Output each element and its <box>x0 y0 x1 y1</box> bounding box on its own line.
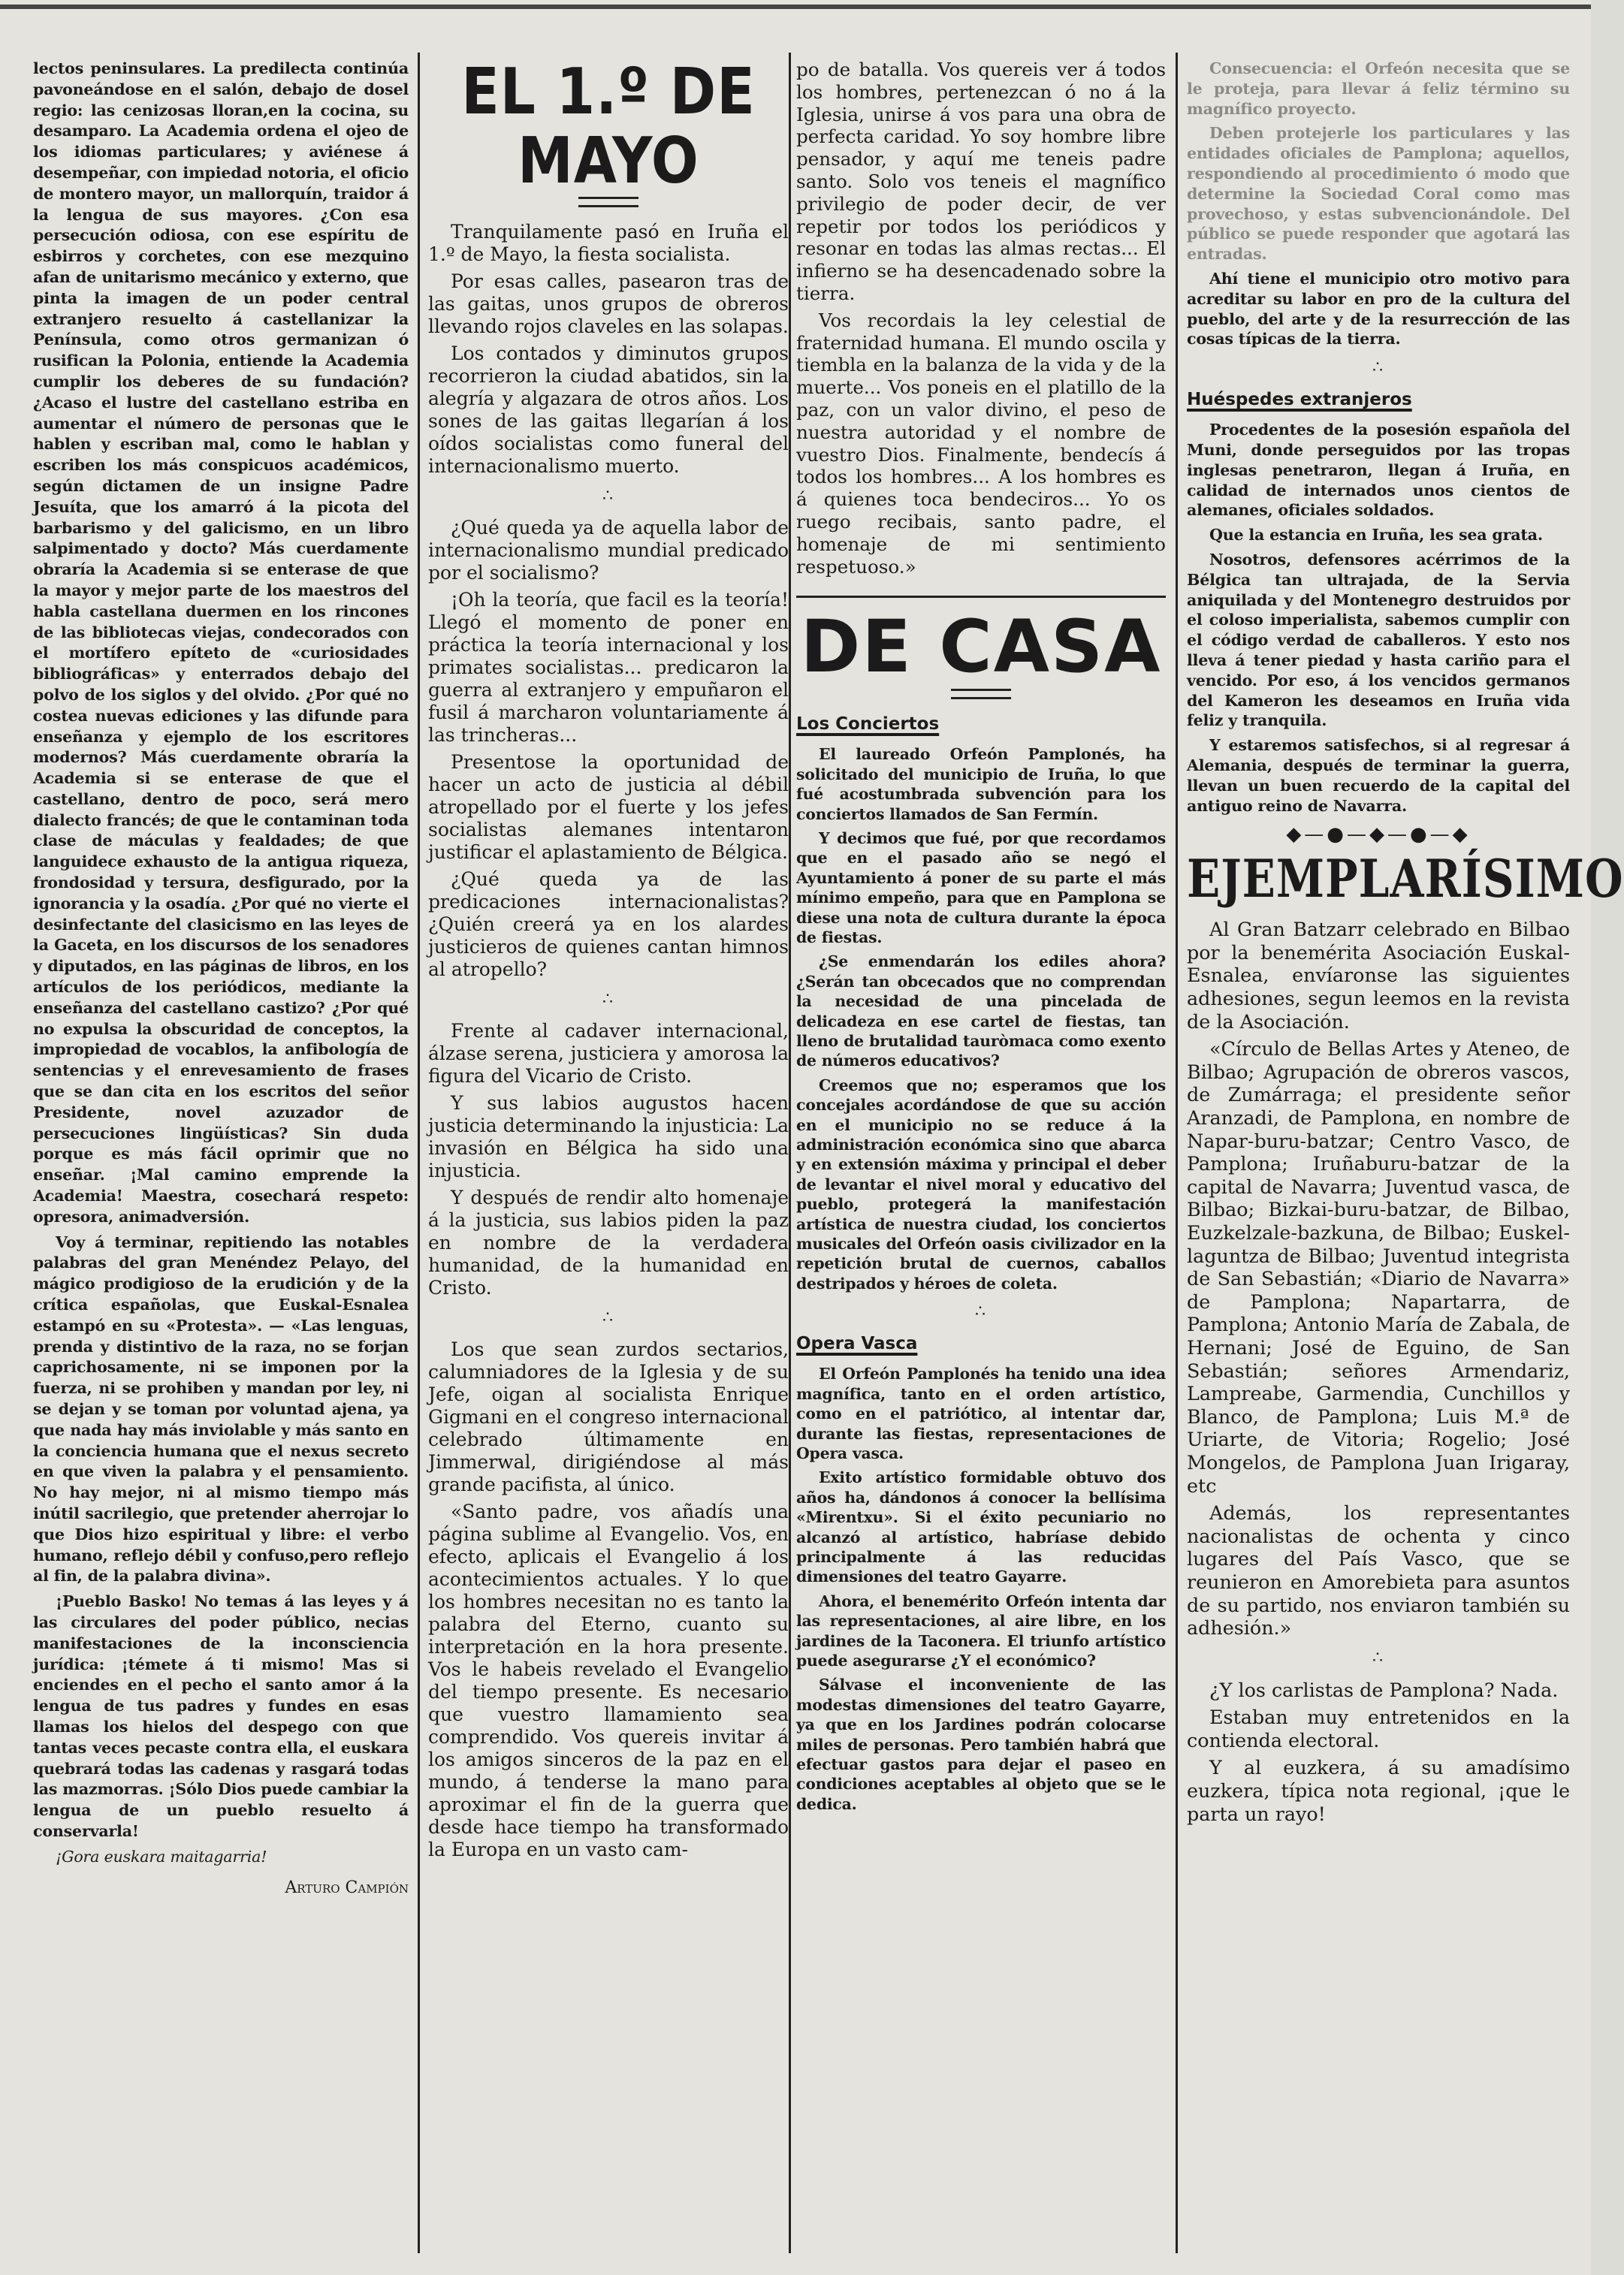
dinkus-ornament: ∴ <box>602 487 614 505</box>
column-2 <box>428 54 789 2263</box>
article-paragraph: Y al euzkera, á su amadísimo euzkera, típica nota regional, ¡que le parta un rayo! <box>1187 1756 1570 1825</box>
article-paragraph: ¿Se enmendarán los ediles ahora? ¿Serán tan obcecados que no comprendan la necesidad de una pincelada de delicadeza en ese cartel de fiestas, tan lleno de brutalidad tauròmaca como exento de números educativos? <box>796 952 1166 1070</box>
article-paragraph: Tranquilamente pasó en Iruña el 1.º de Mayo, la fiesta socialista. <box>428 221 789 265</box>
article-paragraph: Presentose la oportunidad de hacer un acto de justicia al débil atropellado por el fuerte y los jefes socialistas alemanes intentaron justificar el aplastamiento de Bélgica. <box>428 751 789 863</box>
headline-ejemplarisimo: EJEMPLARÍSIMO <box>1187 848 1624 910</box>
section-ornament: ◆—●—◆—●—◆ <box>1286 823 1471 846</box>
article-paragraph: Los contados y diminutos grupos recorrieron la ciudad abatidos, sin la alegría y algazara de otros años. Los sones de las gaitas llegarían á los oídos socialistas como funeral del internacionalismo muerto. <box>428 342 789 477</box>
article-paragraph: ¡Pueblo Basko! No temas á las leyes y á las circulares del poder público, necias manifestaciones de la inconsciencia jurídica: ¡témete á ti mismo! Mas si enciendes en el pecho el santo amor á la lengua de tus padres y fundes en esas llamas los hielos del despego con que tantas veces pecaste contra ella, el euskara quebrará todas las cadenas y rasgará todas las mazmorras. ¡Sólo Dios puede cambiar la lengua de un pueblo resuelto á conservarla! <box>33 1592 409 1840</box>
article-paragraph: Y decimos que fué, por que recordamos que en el pasado año se negó el Ayuntamiento á poner de su parte el más mínimo empeño, para que en Pamplona se diese una nota de cultura durante la época de fiestas. <box>796 828 1166 946</box>
column-rule <box>418 53 420 2253</box>
headline-de-casa: DE CASA <box>800 605 1162 689</box>
article-paragraph: ¿Qué queda ya de aquella labor de internacionalismo mundial predicado por el socialismo? <box>428 517 789 584</box>
dinkus-ornament: ∴ <box>602 1308 614 1327</box>
dinkus-ornament: ∴ <box>975 1302 987 1322</box>
article-paragraph: Los que sean zurdos sectarios, calumniadores de la Iglesia y de su Jefe, oigan al socialista Enrique Gigmani en el congreso internacional celebrado últimamente en Jimmerwal, dirigiéndose al más grande pacifista, al único. <box>428 1338 789 1495</box>
article-paragraph: ¡Gora euskara maitagarria! <box>56 1847 267 1866</box>
top-rule <box>0 5 1591 9</box>
article-paragraph: Ahora, el benemérito Orfeón intenta dar las representaciones, al aire libre, en los jardines de la Taconera. El triunfo artístico puede asegurarse ¿Y el económico? <box>796 1592 1166 1670</box>
article-paragraph: Y sus labios augustos hacen justicia determinando la injusticia: La invasión en Bélgica ha sido una injusticia. <box>428 1092 789 1181</box>
article-paragraph: Y estaremos satisfechos, si al regresar á Alemania, después de terminar la guerra, llevan un buen recuerdo de la capital del antiguo reino de Navarra. <box>1187 736 1570 815</box>
article-paragraph: Frente al cadaver internacional, álzase serena, justiciera y amorosa la figura del Vicario de Cristo. <box>428 1020 789 1087</box>
article-paragraph: ¡Oh la teoría, que facil es la teoría! Llegó el momento de poner en práctica la teoría internacional y los primates socialistas... predicaron la guerra al extranjero y empuñaron el fusil á marcharon voluntariamente á las trincheras... <box>428 589 789 746</box>
article-paragraph: Y después de rendir alto homenaje á la justicia, sus labios piden la paz en nombre de la verdadera humanidad, de la humanidad en Cristo. <box>428 1187 789 1299</box>
article-paragraph: Sálvase el inconveniente de las modestas dimensiones del teatro Gayarre, ya que en los Jardines podrán colocarse miles de personas. Pero también habrá que efectuar gastos para dejar el paseo en condiciones aceptables al objeto que se le dedica. <box>796 1676 1166 1813</box>
divider <box>578 197 638 207</box>
article-paragraph: Exito artístico formidable obtuvo dos años ha, dándonos á conocer la bellísima «Mirentxu». Si el éxito pecuniario no alcanzó al artístico, habríase debido principalmente á las reducidas dimensiones del teatro Gayarre. <box>796 1468 1166 1586</box>
article-paragraph: El Orfeón Pamplonés ha tenido una idea magnífica, tanto en el orden artístico, como en el patriótico, al intentar dar, durante las fiestas, representaciones de Opera vasca. <box>796 1365 1166 1462</box>
headline-may-day: EL 1.º DE MAYO <box>461 54 756 198</box>
article-paragraph: Al Gran Batzarr celebrado en Bilbao por la benemérita Asociación Euskal-Esnalea, envíaronse las siguientes adhesiones, segun leemos en la revista de la Asociación. <box>1187 918 1570 1033</box>
column-4 <box>1187 59 1624 2263</box>
article-paragraph: «Santo padre, vos añadís una página sublime al Evangelio. Vos, en efecto, aplicais el Evangelio á los acontecimientos actuales. Y lo que los hombres necesitan no es tanto la palabra del Eterno, cuanto su interpretación en la hora presente. Vos le habeis revelado el Evangelio del tiempo presente. Es necesario que vuestro llamamiento sea comprendido. Vos quereis invitar á los amigos sinceros de la paz en el mundo, á tenderse la mano para aproximar el fin de la guerra que desde hace tiempo ha transformado la Europa en un vasto cam- <box>428 1501 789 1860</box>
article-paragraph: Voy á terminar, repitiendo las notables palabras del gran Menéndez Pelayo, del mágico prodigioso de la erudición y de la crítica españolas, que Euskal-Esnalea estampó en su «Protesta». — «Las lenguas, prenda y distintivo de la raza, no se forjan caprichosamente, ni se imponen por la fuerza, ni se prohiben y mandan por ley, ni se dejan y se toman por voluntad ajena, ya que nada hay más inviolable y más santo en la conciencia humana que el nexus secreto en que viven la palabra y el pensamiento. No hay mejor, ni al mismo tiempo más inútil sacrilegio, que pretender aherrojar lo que Dios hizo espiritual y libre: el verbo humano, reflejo débil y confuso,pero reflejo al fin, de la palabra divina». <box>33 1233 409 1586</box>
article-paragraph: Estaban muy entretenidos en la contienda electoral. <box>1187 1706 1570 1752</box>
column-1 <box>33 59 409 2259</box>
article-paragraph: Creemos que no; esperamos que los concejales acordándose de que su acción en el municipio no se reduce á la administración económica sino que abarca y en extensión máxima y principal el deber de levantar el nivel moral y educativo del pueblo, protegerá la manifestación artística de nuestra ciudad, los conciertos musicales del Orfeón oasis civilizador en la repetición brutal de cuernos, caballos destripados y héroes de coleta. <box>796 1076 1166 1293</box>
column-rule <box>1176 53 1178 2253</box>
article-paragraph: Que la estancia en Iruña, les sea grata. <box>1209 526 1543 545</box>
article-paragraph: Nosotros, defensores acérrimos de la Bélgica tan ultrajada, de la Servia aniquilada y del Montenegro destruidos por el coloso imperialista, sabemos cumplir con el código verdad de caballeros. Y esto nos lleva á tener piedad y hasta cariño para el vencido. Por eso, á los vencidos germanos del Kameron les deseamos en Iruña vida feliz y tranquila. <box>1187 550 1570 730</box>
subhead-opera-vasca: Opera Vasca <box>796 1334 918 1354</box>
article-paragraph: Consecuencia: el Orfeón necesita que se le proteja, para llevar á feliz término su magnífico proyecto. <box>1187 59 1570 118</box>
column-rule <box>789 53 791 2253</box>
article-paragraph: Deben protejerle los particulares y las entidades oficiales de Pamplona; aquellos, respondiendo al procedimiento ó modo que determine la Sociedad Coral como mas provechoso, y estas subvencionándole. Del público se puede responder que agotará las entradas. <box>1187 124 1570 264</box>
article-paragraph: El laureado Orfeón Pamplonés, ha solicitado del municipio de Iruña, lo que fué acostumbrada subvención para los conciertos llamados de San Fermín. <box>796 745 1166 823</box>
article-paragraph: Procedentes de la posesión española del Muni, donde perseguidos por las tropas inglesas penetraron, llegan á Iruña, en calidad de internados unos cientos de alemanes, oficiales soldados. <box>1187 421 1570 520</box>
article-paragraph: Además, los representantes nacionalistas de ochenta y cinco lugares del País Vasco, que se reunieron en Amorebieta para asuntos de su partido, nos enviaron también su adhesión.» <box>1187 1501 1570 1640</box>
subhead-huespedes: Huéspedes extranjeros <box>1187 390 1412 410</box>
column-3 <box>796 59 1166 2263</box>
article-paragraph: ¿Qué queda ya de las predicaciones internacionalistas? ¿Quién creerá ya en los alardes justicieros de quienes cantan himnos al atropello? <box>428 868 789 980</box>
article-paragraph: Por esas calles, pasearon tras de las gaitas, unos grupos de obreros llevando rojos claveles en las solapas. <box>428 270 789 337</box>
dinkus-ornament: ∴ <box>602 990 614 1009</box>
article-paragraph: Ahí tiene el municipio otro motivo para acreditar su labor en pro de la cultura del pueblo, del arte y de la resurrección de las cosas típicas de la tierra. <box>1187 269 1570 348</box>
article-paragraph: «Círculo de Bellas Artes y Ateneo, de Bilbao; Agrupación de obreros vascos, de Zumárraga; el presidente señor Aranzadi, de Pamplona, en nombre de Napar-buru-batzar; Centro Vasco, de Pamplona; Iruñaburu-batzar de la capital de Navarra; Juventud vasca, de Bilbao; Bizkai-buru-batzar, de Bilbao, Euzkelzale-bazkuna, de Bilbao; Euskel-laguntza de Bilbao; Juventud integrista de San Sebastián; «Diario de Navarra» de Pamplona; Napartarra, de Pamplona; Antonio María de Zabala, de Hernani; José de Eguino, de San Sebastián; señores Armendariz, Lampreabe, Garmendia, Cunchillos y Blanco, de Pamplona; Luis M.ª de Uriarte, de Vitoria; Rogelio; José Mongelos, de Pamplona Juan Irigaray, etc <box>1187 1037 1570 1497</box>
section-divider <box>796 591 1166 602</box>
article-paragraph: ¿Y los carlistas de Pamplona? Nada. <box>1209 1678 1559 1701</box>
subhead-conciertos: Los Conciertos <box>796 714 940 735</box>
divider <box>951 689 1011 699</box>
article-paragraph: po de batalla. Vos quereis ver á todos los hombres, pertenezcan ó no á la Iglesia, unirse á vos para una obra de perfecta caridad. Yo soy hombre libre pensador, y aquí me teneis padre santo. Solo vos teneis el magnífico privilegio de poder decir, de ver repetir por todos los periódicos y resonar en todas las almas rectas... El infierno se ha desencadenado sobre la tierra. <box>796 59 1166 304</box>
article-paragraph: lectos peninsulares. La predilecta continúa pavoneándose en el salón, debajo de dosel regio: las cenizosas lloran,en la cocina, su desamparo. La Academia ordena el ojeo de los idiomas particulares; y aviénese á desempeñar, con impiedad notoria, el oficio de montero mayor, un mallorquín, traidor á la lengua de sus mayores. ¿Con esa persecución odiosa, con ese espíritu de esbirros y corchetes, con ese mezquino afan de unitarismo mecánico y externo, que pinta la imagen de un poder central extranjero resuelto á castellanizar la Península, como otros germanizan ó rusifican la Polonia, entiende la Academia cumplir los deberes de su fundación? ¿Acaso el lustre del castellano estriba en aumentar el número de personas que le hablen y escriban mal, como le hablan y escriben los más conspicuos académicos, según dictamen de un insigne Padre Jesuíta, que los amarró á la picota del barbarismo y del galicismo, en un libro salpimentado y docto? Más cuerdamente obraría la Academia si se enterase de que la mayor y mejor parte de los maestros del habla castellana duermen en los rincones de las bibliotecas viejas, condecorados con el mortífero epíteto de «curiosidades bibliográficas» y enterrados debajo del polvo de los siglos y del olvido. ¿Por qué no costea nuevas ediciones y las difunde para enseñanza y ejemplo de los escritores modernos? Más cuerdamente obraría la Academia si se enterase de que el castellano, dentro de poco, será mero dialecto francés; de que le contaminan toda clase de máculas y fealdades; de que languidece exhausto de la antigua riqueza, frondosidad y tersura, desfigurado, por la ignorancia y la osadía. ¿Por qué no vierte el desinfectante del clasicismo en las leyes de la Gaceta, en los discursos de los senadores y diputados, en las páginas de libros, en los artículos de los periódicos, mediante la enseñanza del castellano castizo? ¿Por qué no expulsa la obscuridad de conceptos, la impropiedad de vocablos, la anfibología de sentencias y el enrevesamiento de frases que se dan cita en los escritos del señor Presidente, novel azuzador de persecuciones lingüísticas? Sin duda porque es más fácil oprimir que no enseñar. ¡Mal camino emprende la Academia! Maestra, cosechará respeto: opresora, animadversión. <box>33 59 409 1226</box>
author-signature: Arturo Campión <box>285 1878 409 1897</box>
article-paragraph: Vos recordais la ley celestial de fraternidad humana. El mundo oscila y tiembla en la balanza de la vida y de la muerte... Vos poneis en el platillo de la paz, con un valor divino, el peso de nuestra autoridad y el nombre de vuestro Dios. Finalmente, bendecís á todos los hombres... A los hombres es á quienes toca bendeciros... Yo os ruego recibais, santo padre, el homenaje de mi sentimiento respetuoso.» <box>796 309 1166 578</box>
dinkus-ornament: ∴ <box>1372 358 1384 378</box>
dinkus-ornament: ∴ <box>1372 1648 1384 1667</box>
